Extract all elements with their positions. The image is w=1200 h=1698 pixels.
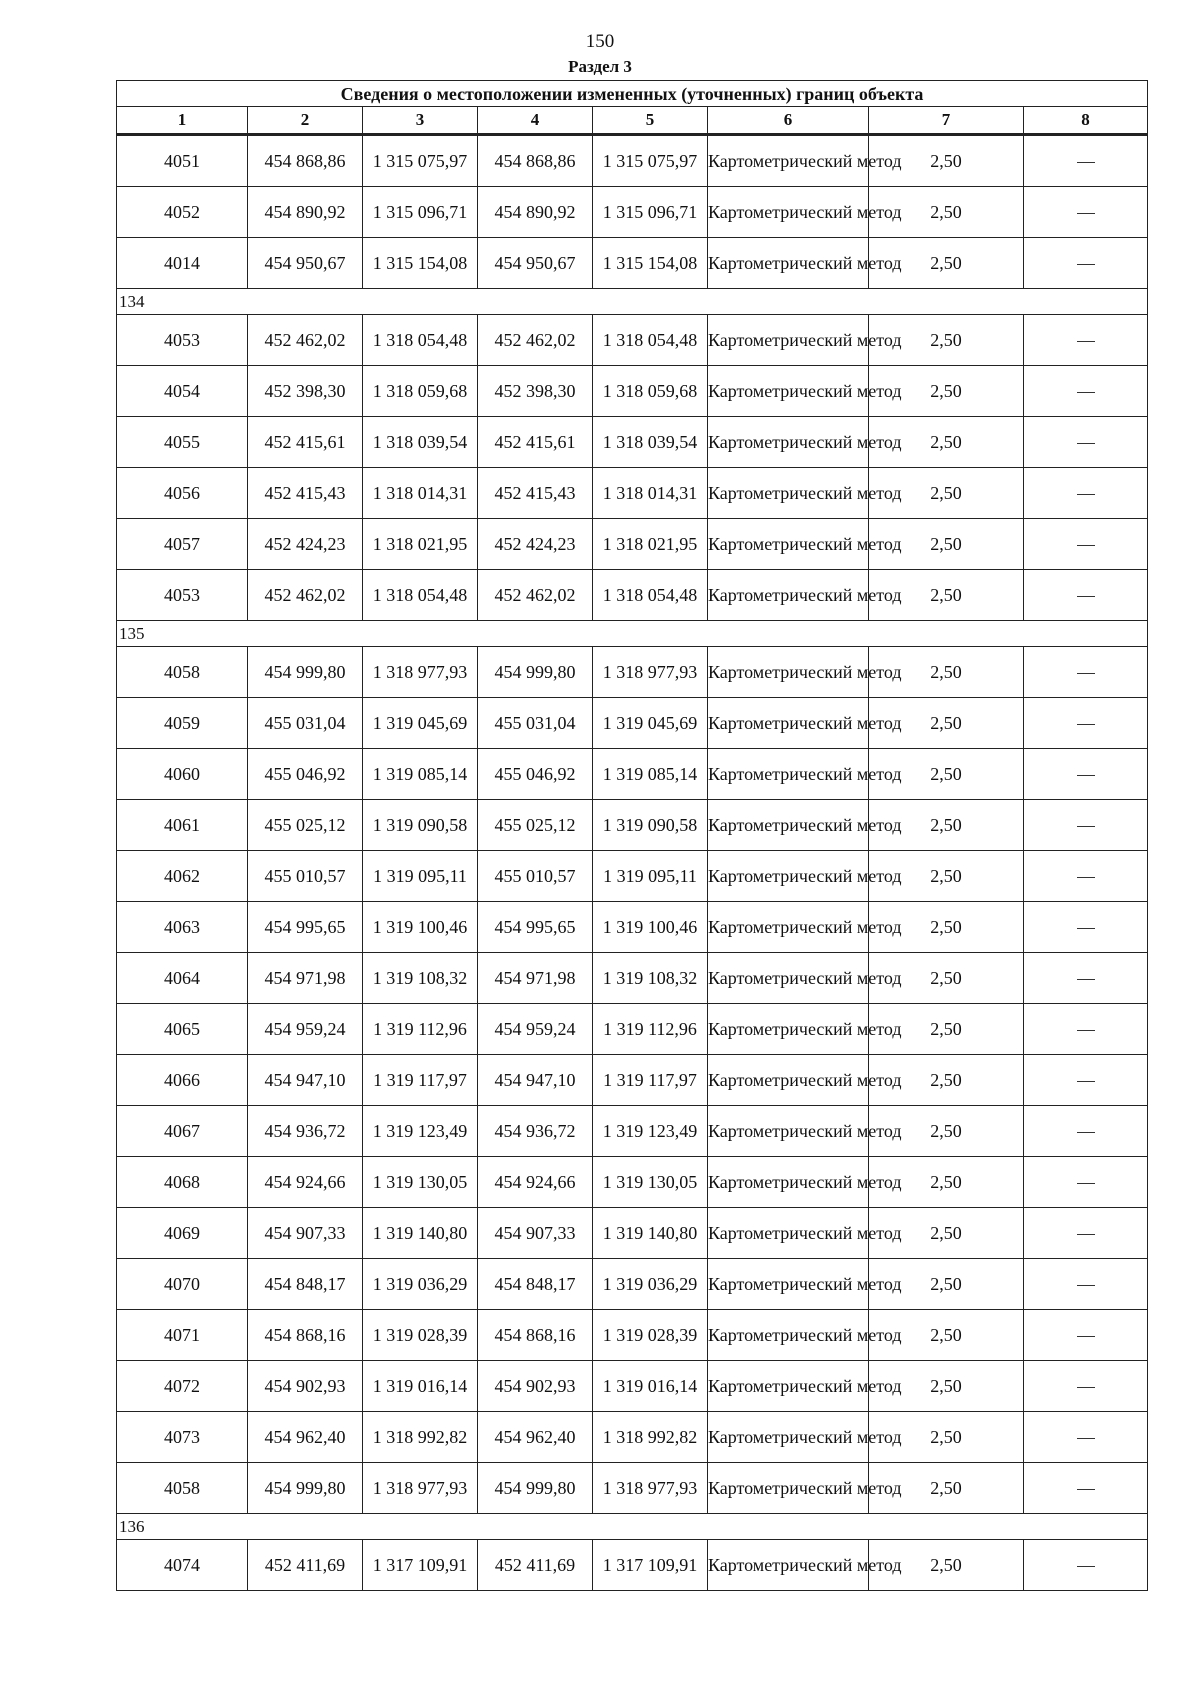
y-coordinate-new-cell: 1 319 140,80 — [593, 1208, 708, 1259]
method-cell: Картометрический метод — [708, 519, 869, 570]
y-coordinate-existing-cell: 1 318 014,31 — [363, 468, 478, 519]
description-cell — [1024, 366, 1148, 417]
dash-mark — [1077, 979, 1095, 980]
x-coordinate-existing-cell: 452 415,61 — [248, 417, 363, 468]
description-cell — [1024, 953, 1148, 1004]
point-number-cell: 4057 — [117, 519, 248, 570]
y-coordinate-new-cell: 1 318 039,54 — [593, 417, 708, 468]
y-coordinate-existing-cell: 1 318 992,82 — [363, 1412, 478, 1463]
table-row — [117, 1540, 1148, 1591]
method-cell: Картометрический метод — [708, 647, 869, 698]
y-coordinate-new-cell: 1 319 123,49 — [593, 1106, 708, 1157]
accuracy-cell: 2,50 — [869, 851, 1024, 902]
y-coordinate-existing-cell: 1 319 123,49 — [363, 1106, 478, 1157]
y-coordinate-new-cell: 1 319 130,05 — [593, 1157, 708, 1208]
column-header: 6 — [708, 107, 869, 135]
method-cell: Картометрический метод — [708, 135, 869, 187]
x-coordinate-new-cell: 455 010,57 — [478, 851, 593, 902]
description-cell — [1024, 902, 1148, 953]
description-cell — [1024, 468, 1148, 519]
x-coordinate-existing-cell: 455 046,92 — [248, 749, 363, 800]
page-number: 150 — [585, 31, 615, 52]
contour-number: 136 — [117, 1514, 1148, 1540]
point-number-cell: 4054 — [117, 366, 248, 417]
accuracy-cell: 2,50 — [869, 1463, 1024, 1514]
y-coordinate-existing-cell: 1 319 028,39 — [363, 1310, 478, 1361]
description-cell — [1024, 519, 1148, 570]
table-row — [117, 953, 1148, 1004]
description-cell — [1024, 1208, 1148, 1259]
accuracy-cell: 2,50 — [869, 1259, 1024, 1310]
y-coordinate-existing-cell: 1 319 036,29 — [363, 1259, 478, 1310]
x-coordinate-new-cell: 454 999,80 — [478, 1463, 593, 1514]
y-coordinate-existing-cell: 1 319 090,58 — [363, 800, 478, 851]
x-coordinate-existing-cell: 454 971,98 — [248, 953, 363, 1004]
y-coordinate-new-cell: 1 315 075,97 — [593, 135, 708, 187]
column-header: 7 — [869, 107, 1024, 135]
point-number-cell: 4071 — [117, 1310, 248, 1361]
description-cell — [1024, 1157, 1148, 1208]
description-cell — [1024, 135, 1148, 187]
description-cell — [1024, 1055, 1148, 1106]
point-number-cell: 4053 — [117, 570, 248, 621]
dash-mark — [1077, 928, 1095, 929]
description-cell — [1024, 1259, 1148, 1310]
table-row — [117, 1106, 1148, 1157]
accuracy-cell: 2,50 — [869, 647, 1024, 698]
description-cell — [1024, 698, 1148, 749]
dash-mark — [1077, 877, 1095, 878]
dash-mark — [1077, 264, 1095, 265]
method-cell: Картометрический метод — [708, 749, 869, 800]
method-cell: Картометрический метод — [708, 417, 869, 468]
dash-mark — [1077, 724, 1095, 725]
y-coordinate-new-cell: 1 319 108,32 — [593, 953, 708, 1004]
accuracy-cell: 2,50 — [869, 698, 1024, 749]
description-cell — [1024, 1361, 1148, 1412]
y-coordinate-existing-cell: 1 319 085,14 — [363, 749, 478, 800]
table-row — [117, 1412, 1148, 1463]
dash-mark — [1077, 826, 1095, 827]
point-number-cell: 4066 — [117, 1055, 248, 1106]
method-cell: Картометрический метод — [708, 1106, 869, 1157]
dash-mark — [1077, 392, 1095, 393]
y-coordinate-new-cell: 1 319 095,11 — [593, 851, 708, 902]
y-coordinate-new-cell: 1 319 028,39 — [593, 1310, 708, 1361]
point-number-cell: 4063 — [117, 902, 248, 953]
accuracy-cell: 2,50 — [869, 135, 1024, 187]
x-coordinate-existing-cell: 454 902,93 — [248, 1361, 363, 1412]
accuracy-cell: 2,50 — [869, 1004, 1024, 1055]
x-coordinate-existing-cell: 454 947,10 — [248, 1055, 363, 1106]
y-coordinate-new-cell: 1 318 054,48 — [593, 315, 708, 366]
x-coordinate-new-cell: 452 424,23 — [478, 519, 593, 570]
y-coordinate-new-cell: 1 318 021,95 — [593, 519, 708, 570]
accuracy-cell: 2,50 — [869, 1310, 1024, 1361]
x-coordinate-new-cell: 454 890,92 — [478, 187, 593, 238]
dash-mark — [1077, 213, 1095, 214]
accuracy-cell: 2,50 — [869, 570, 1024, 621]
y-coordinate-new-cell: 1 319 112,96 — [593, 1004, 708, 1055]
y-coordinate-new-cell: 1 319 036,29 — [593, 1259, 708, 1310]
table-row — [117, 519, 1148, 570]
point-number-cell: 4060 — [117, 749, 248, 800]
x-coordinate-existing-cell: 454 848,17 — [248, 1259, 363, 1310]
y-coordinate-existing-cell: 1 318 977,93 — [363, 647, 478, 698]
y-coordinate-new-cell: 1 319 085,14 — [593, 749, 708, 800]
y-coordinate-existing-cell: 1 317 109,91 — [363, 1540, 478, 1591]
table-caption: Сведения о местоположении измененных (уточненных) границ объекта — [117, 81, 1148, 107]
method-cell: Картометрический метод — [708, 1540, 869, 1591]
method-cell: Картометрический метод — [708, 1361, 869, 1412]
y-coordinate-new-cell: 1 318 054,48 — [593, 570, 708, 621]
x-coordinate-new-cell: 454 962,40 — [478, 1412, 593, 1463]
accuracy-cell: 2,50 — [869, 1157, 1024, 1208]
x-coordinate-new-cell: 455 046,92 — [478, 749, 593, 800]
accuracy-cell: 2,50 — [869, 902, 1024, 953]
column-number-header — [117, 107, 1148, 135]
column-header: 4 — [478, 107, 593, 135]
y-coordinate-existing-cell: 1 315 075,97 — [363, 135, 478, 187]
table-row — [117, 1259, 1148, 1310]
x-coordinate-new-cell: 455 025,12 — [478, 800, 593, 851]
description-cell — [1024, 1540, 1148, 1591]
x-coordinate-existing-cell: 454 924,66 — [248, 1157, 363, 1208]
point-number-cell: 4055 — [117, 417, 248, 468]
method-cell: Картометрический метод — [708, 238, 869, 289]
table-row — [117, 366, 1148, 417]
x-coordinate-existing-cell: 454 868,16 — [248, 1310, 363, 1361]
y-coordinate-existing-cell: 1 319 112,96 — [363, 1004, 478, 1055]
description-cell — [1024, 749, 1148, 800]
method-cell: Картометрический метод — [708, 1412, 869, 1463]
dash-mark — [1077, 775, 1095, 776]
point-number-cell: 4056 — [117, 468, 248, 519]
x-coordinate-new-cell: 454 995,65 — [478, 902, 593, 953]
accuracy-cell: 2,50 — [869, 1055, 1024, 1106]
x-coordinate-existing-cell: 454 999,80 — [248, 1463, 363, 1514]
x-coordinate-new-cell: 454 950,67 — [478, 238, 593, 289]
method-cell: Картометрический метод — [708, 800, 869, 851]
description-cell — [1024, 851, 1148, 902]
y-coordinate-new-cell: 1 319 090,58 — [593, 800, 708, 851]
x-coordinate-existing-cell: 454 995,65 — [248, 902, 363, 953]
x-coordinate-new-cell: 452 411,69 — [478, 1540, 593, 1591]
x-coordinate-new-cell: 454 868,16 — [478, 1310, 593, 1361]
point-number-cell: 4069 — [117, 1208, 248, 1259]
table-row — [117, 1463, 1148, 1514]
dash-mark — [1077, 162, 1095, 163]
point-number-cell: 4051 — [117, 135, 248, 187]
y-coordinate-existing-cell: 1 318 054,48 — [363, 315, 478, 366]
point-number-cell: 4062 — [117, 851, 248, 902]
description-cell — [1024, 315, 1148, 366]
x-coordinate-existing-cell: 454 890,92 — [248, 187, 363, 238]
table-row — [117, 1157, 1148, 1208]
column-header: 1 — [117, 107, 248, 135]
description-cell — [1024, 1004, 1148, 1055]
x-coordinate-existing-cell: 452 462,02 — [248, 315, 363, 366]
description-cell — [1024, 1106, 1148, 1157]
table-row — [117, 1208, 1148, 1259]
y-coordinate-existing-cell: 1 318 039,54 — [363, 417, 478, 468]
y-coordinate-new-cell: 1 315 096,71 — [593, 187, 708, 238]
x-coordinate-new-cell: 452 398,30 — [478, 366, 593, 417]
method-cell: Картометрический метод — [708, 1259, 869, 1310]
coordinates-table — [116, 80, 1148, 1591]
method-cell: Картометрический метод — [708, 902, 869, 953]
dash-mark — [1077, 1438, 1095, 1439]
description-cell — [1024, 800, 1148, 851]
x-coordinate-existing-cell: 452 424,23 — [248, 519, 363, 570]
method-cell: Картометрический метод — [708, 1157, 869, 1208]
dash-mark — [1077, 1285, 1095, 1286]
dash-mark — [1077, 673, 1095, 674]
x-coordinate-existing-cell: 454 936,72 — [248, 1106, 363, 1157]
method-cell: Картометрический метод — [708, 1004, 869, 1055]
dash-mark — [1077, 1183, 1095, 1184]
x-coordinate-new-cell: 454 959,24 — [478, 1004, 593, 1055]
point-number-cell: 4073 — [117, 1412, 248, 1463]
x-coordinate-new-cell: 454 999,80 — [478, 647, 593, 698]
table-row — [117, 1055, 1148, 1106]
x-coordinate-new-cell: 454 868,86 — [478, 135, 593, 187]
x-coordinate-new-cell: 454 971,98 — [478, 953, 593, 1004]
x-coordinate-existing-cell: 454 907,33 — [248, 1208, 363, 1259]
x-coordinate-existing-cell: 454 962,40 — [248, 1412, 363, 1463]
method-cell: Картометрический метод — [708, 468, 869, 519]
y-coordinate-existing-cell: 1 318 054,48 — [363, 570, 478, 621]
point-number-cell: 4052 — [117, 187, 248, 238]
accuracy-cell: 2,50 — [869, 1361, 1024, 1412]
accuracy-cell: 2,50 — [869, 366, 1024, 417]
table-row — [117, 315, 1148, 366]
accuracy-cell: 2,50 — [869, 315, 1024, 366]
accuracy-cell: 2,50 — [869, 1412, 1024, 1463]
x-coordinate-existing-cell: 452 411,69 — [248, 1540, 363, 1591]
description-cell — [1024, 570, 1148, 621]
x-coordinate-new-cell: 454 902,93 — [478, 1361, 593, 1412]
dash-mark — [1077, 341, 1095, 342]
x-coordinate-new-cell: 452 415,43 — [478, 468, 593, 519]
accuracy-cell: 2,50 — [869, 187, 1024, 238]
point-number-cell: 4061 — [117, 800, 248, 851]
table-row — [117, 1361, 1148, 1412]
method-cell: Картометрический метод — [708, 315, 869, 366]
column-header: 5 — [593, 107, 708, 135]
x-coordinate-existing-cell: 452 415,43 — [248, 468, 363, 519]
y-coordinate-existing-cell: 1 318 059,68 — [363, 366, 478, 417]
table-row — [117, 800, 1148, 851]
table-row — [117, 468, 1148, 519]
table-row — [117, 135, 1148, 187]
y-coordinate-new-cell: 1 317 109,91 — [593, 1540, 708, 1591]
column-header: 3 — [363, 107, 478, 135]
x-coordinate-new-cell: 454 848,17 — [478, 1259, 593, 1310]
accuracy-cell: 2,50 — [869, 800, 1024, 851]
description-cell — [1024, 238, 1148, 289]
table-row — [117, 570, 1148, 621]
contour-group-row — [117, 289, 1148, 315]
accuracy-cell: 2,50 — [869, 1540, 1024, 1591]
method-cell: Картометрический метод — [708, 366, 869, 417]
y-coordinate-existing-cell: 1 319 016,14 — [363, 1361, 478, 1412]
x-coordinate-new-cell: 454 947,10 — [478, 1055, 593, 1106]
table-row — [117, 698, 1148, 749]
description-cell — [1024, 647, 1148, 698]
y-coordinate-existing-cell: 1 318 021,95 — [363, 519, 478, 570]
dash-mark — [1077, 1566, 1095, 1567]
x-coordinate-existing-cell: 455 025,12 — [248, 800, 363, 851]
table-caption-row — [117, 81, 1148, 107]
dash-mark — [1077, 1234, 1095, 1235]
x-coordinate-existing-cell: 454 950,67 — [248, 238, 363, 289]
method-cell: Картометрический метод — [708, 187, 869, 238]
y-coordinate-existing-cell: 1 319 108,32 — [363, 953, 478, 1004]
accuracy-cell: 2,50 — [869, 749, 1024, 800]
description-cell — [1024, 187, 1148, 238]
y-coordinate-existing-cell: 1 319 045,69 — [363, 698, 478, 749]
accuracy-cell: 2,50 — [869, 953, 1024, 1004]
description-cell — [1024, 417, 1148, 468]
y-coordinate-new-cell: 1 319 045,69 — [593, 698, 708, 749]
accuracy-cell: 2,50 — [869, 1106, 1024, 1157]
method-cell: Картометрический метод — [708, 1310, 869, 1361]
accuracy-cell: 2,50 — [869, 519, 1024, 570]
dash-mark — [1077, 443, 1095, 444]
y-coordinate-new-cell: 1 318 014,31 — [593, 468, 708, 519]
point-number-cell: 4070 — [117, 1259, 248, 1310]
table-row — [117, 1004, 1148, 1055]
dash-mark — [1077, 1387, 1095, 1388]
accuracy-cell: 2,50 — [869, 468, 1024, 519]
contour-group-row — [117, 1514, 1148, 1540]
contour-group-row — [117, 621, 1148, 647]
x-coordinate-existing-cell: 454 999,80 — [248, 647, 363, 698]
dash-mark — [1077, 1030, 1095, 1031]
x-coordinate-existing-cell: 452 398,30 — [248, 366, 363, 417]
point-number-cell: 4053 — [117, 315, 248, 366]
y-coordinate-new-cell: 1 319 100,46 — [593, 902, 708, 953]
dash-mark — [1077, 1081, 1095, 1082]
y-coordinate-new-cell: 1 319 117,97 — [593, 1055, 708, 1106]
dash-mark — [1077, 1489, 1095, 1490]
method-cell: Картометрический метод — [708, 851, 869, 902]
contour-number: 134 — [117, 289, 1148, 315]
y-coordinate-new-cell: 1 319 016,14 — [593, 1361, 708, 1412]
x-coordinate-new-cell: 452 415,61 — [478, 417, 593, 468]
section-title: Раздел 3 — [568, 57, 632, 76]
table-row — [117, 1310, 1148, 1361]
accuracy-cell: 2,50 — [869, 417, 1024, 468]
y-coordinate-existing-cell: 1 319 130,05 — [363, 1157, 478, 1208]
table-row — [117, 187, 1148, 238]
point-number-cell: 4058 — [117, 647, 248, 698]
y-coordinate-existing-cell: 1 315 096,71 — [363, 187, 478, 238]
table-row — [117, 902, 1148, 953]
point-number-cell: 4068 — [117, 1157, 248, 1208]
x-coordinate-existing-cell: 455 031,04 — [248, 698, 363, 749]
dash-mark — [1077, 596, 1095, 597]
dash-mark — [1077, 1132, 1095, 1133]
column-header: 2 — [248, 107, 363, 135]
point-number-cell: 4067 — [117, 1106, 248, 1157]
method-cell: Картометрический метод — [708, 1208, 869, 1259]
x-coordinate-new-cell: 454 924,66 — [478, 1157, 593, 1208]
point-number-cell: 4064 — [117, 953, 248, 1004]
point-number-cell: 4014 — [117, 238, 248, 289]
description-cell — [1024, 1463, 1148, 1514]
y-coordinate-existing-cell: 1 319 095,11 — [363, 851, 478, 902]
dash-mark — [1077, 1336, 1095, 1337]
point-number-cell: 4072 — [117, 1361, 248, 1412]
y-coordinate-new-cell: 1 318 977,93 — [593, 647, 708, 698]
method-cell: Картометрический метод — [708, 1463, 869, 1514]
point-number-cell: 4074 — [117, 1540, 248, 1591]
dash-mark — [1077, 545, 1095, 546]
x-coordinate-new-cell: 454 936,72 — [478, 1106, 593, 1157]
contour-number: 135 — [117, 621, 1148, 647]
table-row — [117, 238, 1148, 289]
y-coordinate-existing-cell: 1 319 100,46 — [363, 902, 478, 953]
x-coordinate-existing-cell: 454 959,24 — [248, 1004, 363, 1055]
table-body — [117, 135, 1148, 1591]
x-coordinate-new-cell: 452 462,02 — [478, 315, 593, 366]
accuracy-cell: 2,50 — [869, 1208, 1024, 1259]
y-coordinate-new-cell: 1 318 977,93 — [593, 1463, 708, 1514]
table-row — [117, 647, 1148, 698]
y-coordinate-new-cell: 1 315 154,08 — [593, 238, 708, 289]
column-header: 8 — [1024, 107, 1148, 135]
accuracy-cell: 2,50 — [869, 238, 1024, 289]
y-coordinate-existing-cell: 1 319 117,97 — [363, 1055, 478, 1106]
y-coordinate-existing-cell: 1 315 154,08 — [363, 238, 478, 289]
x-coordinate-new-cell: 452 462,02 — [478, 570, 593, 621]
method-cell: Картометрический метод — [708, 570, 869, 621]
y-coordinate-new-cell: 1 318 992,82 — [593, 1412, 708, 1463]
method-cell: Картометрический метод — [708, 1055, 869, 1106]
method-cell: Картометрический метод — [708, 953, 869, 1004]
x-coordinate-existing-cell: 455 010,57 — [248, 851, 363, 902]
y-coordinate-existing-cell: 1 319 140,80 — [363, 1208, 478, 1259]
x-coordinate-existing-cell: 454 868,86 — [248, 135, 363, 187]
description-cell — [1024, 1310, 1148, 1361]
y-coordinate-new-cell: 1 318 059,68 — [593, 366, 708, 417]
point-number-cell: 4065 — [117, 1004, 248, 1055]
y-coordinate-existing-cell: 1 318 977,93 — [363, 1463, 478, 1514]
method-cell: Картометрический метод — [708, 698, 869, 749]
x-coordinate-new-cell: 455 031,04 — [478, 698, 593, 749]
description-cell — [1024, 1412, 1148, 1463]
x-coordinate-existing-cell: 452 462,02 — [248, 570, 363, 621]
x-coordinate-new-cell: 454 907,33 — [478, 1208, 593, 1259]
point-number-cell: 4058 — [117, 1463, 248, 1514]
table-row — [117, 851, 1148, 902]
table-row — [117, 749, 1148, 800]
point-number-cell: 4059 — [117, 698, 248, 749]
dash-mark — [1077, 494, 1095, 495]
table-row — [117, 417, 1148, 468]
